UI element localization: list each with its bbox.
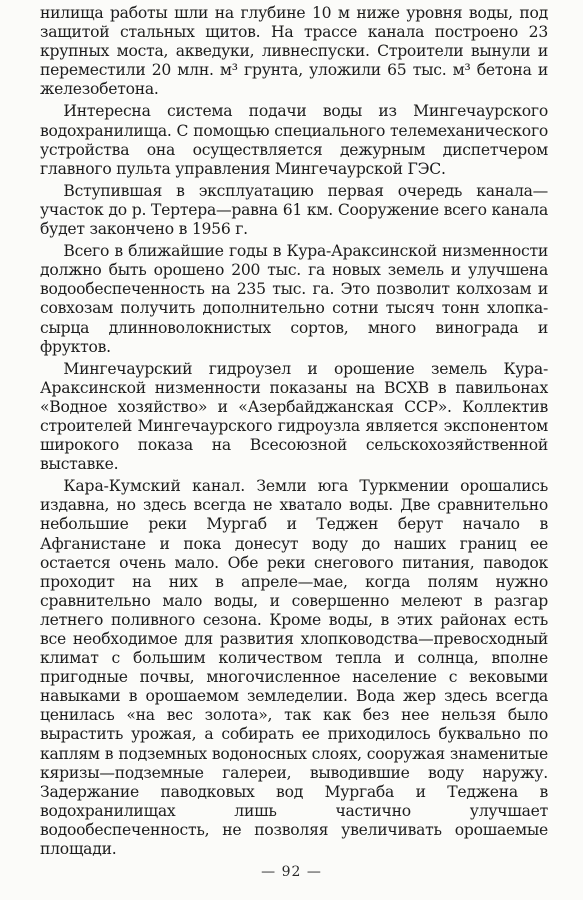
paragraph-water-supply-system: Интересна система подачи воды из Мингечаурского водохранилища. С помощью специального телемеханического устройства она осуществляется дежурным диспетчером главного пульта управления Мингечаурской ГЭС.	[40, 102, 548, 178]
paragraph-exhibition: Мингечаурский гидроузел и орошение земель Кура-Араксинской низменности показаны на ВСХВ в павильонах «Водное хозяйство» и «Азербайджанская ССР». Коллектив строителей Мингечаурского гидроузла является экспонентом широкого показа на Всесоюзной сельскохозяйственной выставке.	[40, 359, 548, 474]
paragraph-kara-kum-text: Земли юга Туркмении орошались издавна, но здесь всегда не хватало воды. Две сравнительно небольшие реки Мургаб и Теджен берут начало в Афганистане и пока донесут воду до наших границ ее остается очень мало. Обе реки снегового питания, паводок проходит на них в апреле—мае, когда полям нужно сравнительно мало воды, и совершенно мелеют в разгар летнего поливного сезона. Кроме воды, в этих районах есть все необходимое для развития хлопководства—превосходный климат с большим количеством тепла и солнца, вполне пригодные почвы, многочисленное население с вековыми навыками в орошаемом земледелии. Вода жер здесь всегда ценилась «на вес золота», так как без нее нельзя было вырастить урожая, а собирать ее приходилось буквально по каплям в подземных водоносных слоях, сооружая знаменитые кяризы—подземные галереи, выводившие воду наружу. Задержание паводковых вод Мургаба и Теджена в водохранилищах лишь частично улучшает водообеспеченность, не позволяя увеличивать орошаемые площади.	[40, 477, 548, 859]
body-text	[40, 4, 548, 859]
paragraph-kara-kum-canal	[40, 477, 548, 859]
paragraph-construction-details: нилища работы шли на глубине 10 м ниже уровня воды, под защитой стальных щитов. На трассе канала построено 23 крупных моста, акведуки, ливнеспуски. Строители вынули и переместили 20 млн. м³ грунта, уложили 65 тыс. м³ бетона и железобетона.	[40, 4, 548, 99]
paragraph-irrigation-plans: Всего в ближайшие годы в Кура-Араксинской низменности должно быть орошено 200 тыс. га новых земель и улучшена водообеспеченность на 235 тыс. га. Это позволит колхозам и совхозам получить дополнительно сотни тысяч тонн хлопка-сырца длинноволокнистых сортов, много винограда и фруктов.	[40, 242, 548, 356]
page-number: — 92 —	[261, 864, 322, 880]
section-run-in-heading: Кара-Кумский канал.	[63, 477, 246, 496]
paragraph-first-stage: Вступившая в эксплуатацию первая очередь канала—участок до р. Тертера—равна 61 км. Сооружение всего канала будет закончено в 1956 г.	[40, 181, 548, 239]
